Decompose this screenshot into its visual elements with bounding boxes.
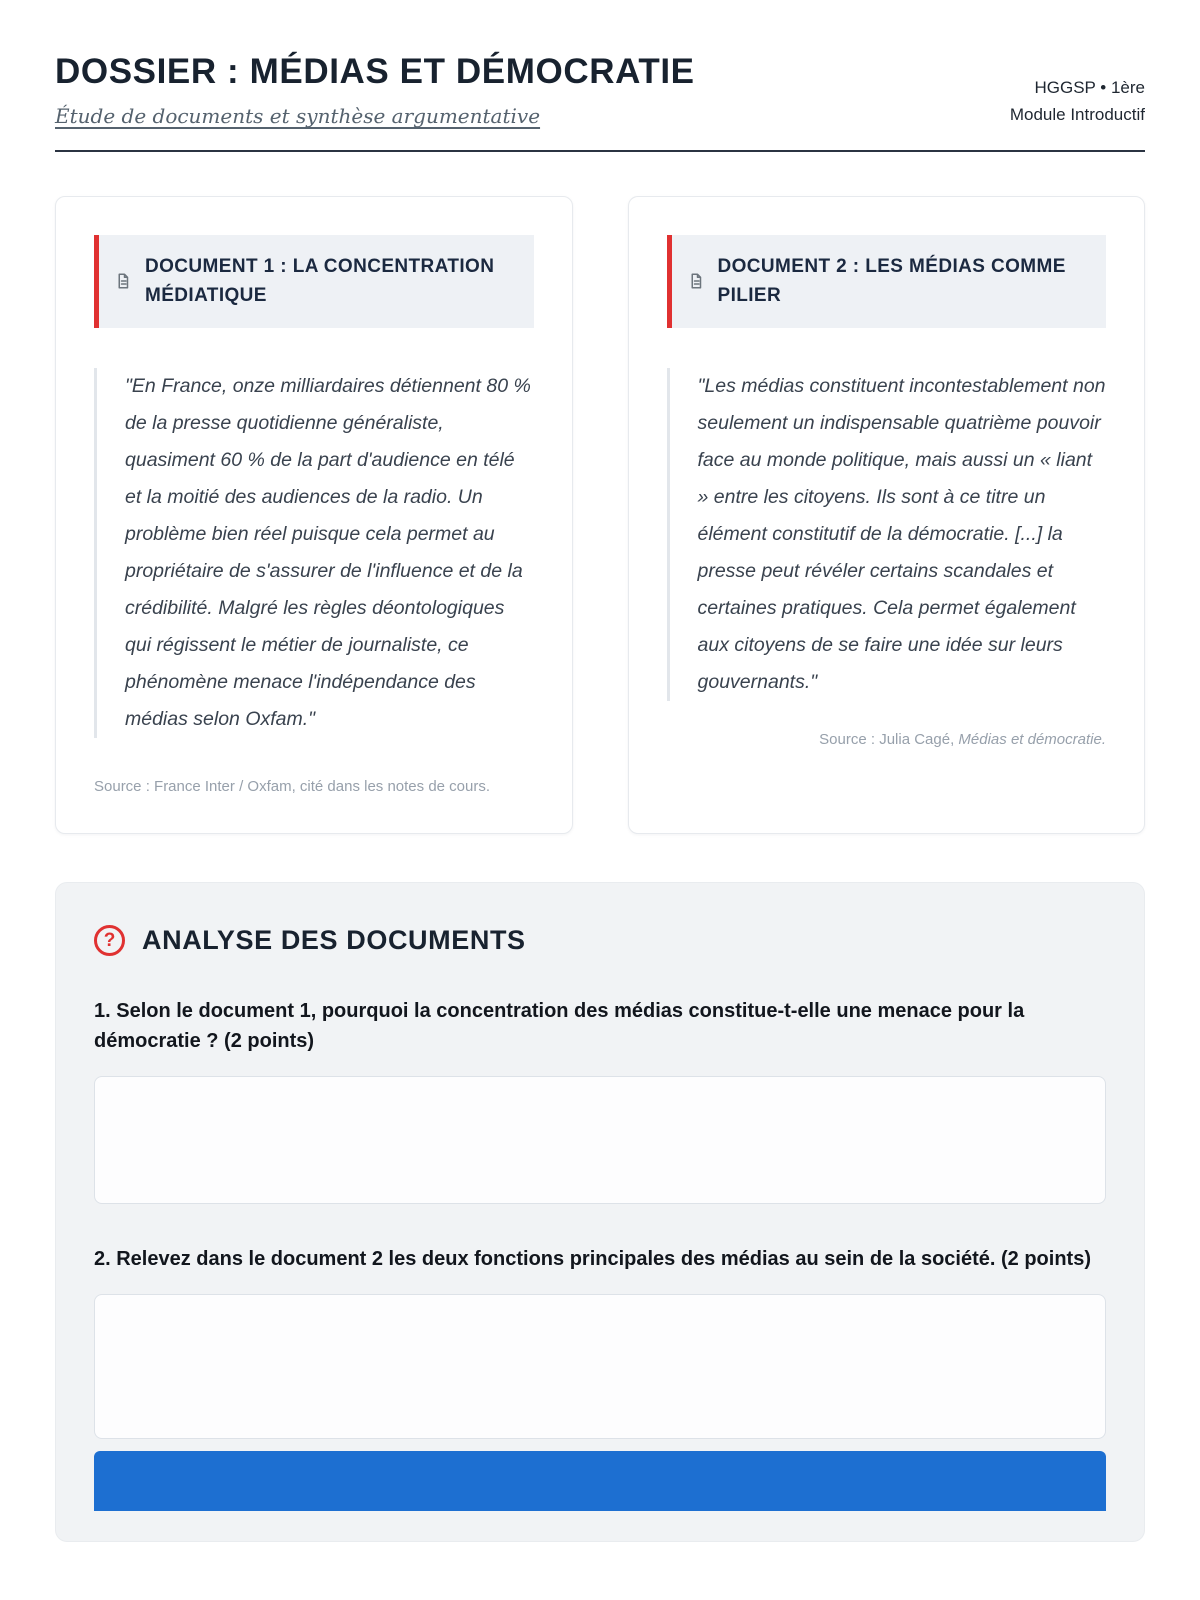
page-subtitle: Étude de documents et synthèse argumentative <box>55 104 541 128</box>
document-card-1 <box>55 196 573 834</box>
header-left <box>55 52 695 128</box>
document-2-title: DOCUMENT 2 : LES MÉDIAS COMME PILIER <box>717 256 1066 307</box>
document-1-source: Source : France Inter / Oxfam, cité dans les notes de cours. <box>94 778 491 796</box>
next-section-header-bar <box>94 1451 1106 1511</box>
document-card-2 <box>628 196 1146 834</box>
document-2-source <box>667 731 1107 748</box>
analysis-section <box>55 882 1145 1542</box>
header-meta <box>1010 75 1145 128</box>
header-divider <box>55 150 1145 152</box>
document-icon <box>687 272 705 290</box>
question-1-label: 1. Selon le document 1, pourquoi la concentration des médias constitue-t-elle une menace pour la démocratie ? (2 points) <box>94 1000 1025 1053</box>
document-1-title: DOCUMENT 1 : LA CONCENTRATION MÉDIATIQUE <box>145 256 495 307</box>
document-2-source-book: Médias et démocratie. <box>958 731 1106 749</box>
document-2-quote: "Les médias constituent incontestablement non seulement un indispensable quatrième pouvoir face au monde politique, mais aussi un « liant » entre les citoyens. Ils sont à ce titre un élément constitutif de la démocratie. [...] la presse peut révéler certains scandales et certaines pratiques. Cela permet également aux citoyens de se faire une idée sur leurs gouvernants." <box>667 368 1107 701</box>
document-icon <box>114 272 132 290</box>
answer-textarea-1[interactable] <box>94 1076 1106 1204</box>
document-2-source-author: Source : Julia Cagé, <box>819 731 959 749</box>
document-1-quote: "En France, onze milliardaires détiennent 80 % de la presse quotidienne généraliste, quasiment 60 % de la part d'audience en télé et la moitié des audiences de la radio. Un problème bien réel puisque cela permet au propriétaire de s'assurer de l'influence et de la crédibilité. Malgré les règles déontologiques qui régissent le métier de journaliste, ce phénomène menace l'indépendance des médias selon Oxfam." <box>94 368 534 738</box>
answer-textarea-2[interactable] <box>94 1294 1106 1439</box>
page-title: DOSSIER : MÉDIAS ET DÉMOCRATIE <box>55 52 695 91</box>
question-mark-icon: ? <box>94 925 125 956</box>
page-header <box>55 52 1145 128</box>
module-label: Module Introductif <box>1009 104 1145 124</box>
analysis-title: ANALYSE DES DOCUMENTS <box>142 925 526 956</box>
analysis-header <box>94 925 1106 956</box>
document-2-header <box>667 235 1107 328</box>
question-2-label: 2. Relevez dans le document 2 les deux fonctions principales des médias au sein de la société. (2 points) <box>94 1248 1091 1271</box>
document-1-header <box>94 235 534 328</box>
course-label: HGGSP • 1ère <box>1034 78 1145 98</box>
documents-row <box>55 196 1145 834</box>
